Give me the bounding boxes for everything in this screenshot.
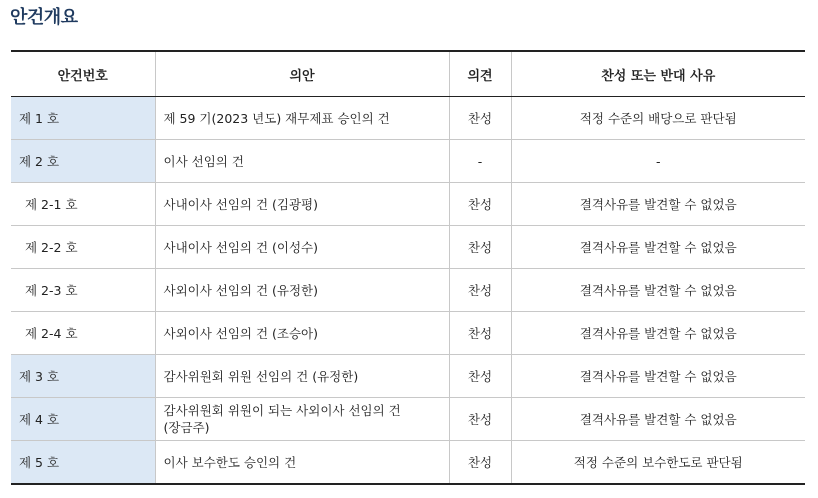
agenda-number: 제 2-1 호 xyxy=(11,183,155,226)
agenda-name: 사외이사 선임의 건 (조승아) xyxy=(155,312,449,355)
section-title: 안건개요 xyxy=(10,7,78,28)
agenda-name: 이사 선임의 건 xyxy=(155,140,449,183)
agenda-number: 제 2 호 xyxy=(11,140,155,183)
agenda-name: 감사위원회 위원이 되는 사외이사 선임의 건 (장금주) xyxy=(155,398,449,441)
table-row xyxy=(11,355,805,398)
agenda-reason: 적정 수준의 보수한도로 판단됨 xyxy=(511,441,805,485)
table-row xyxy=(11,226,805,269)
agenda-reason: 결격사유를 발견할 수 없었음 xyxy=(511,226,805,269)
agenda-opinion: 찬성 xyxy=(449,97,511,140)
agenda-opinion: - xyxy=(449,140,511,183)
agenda-number: 제 3 호 xyxy=(11,355,155,398)
agenda-number: 제 1 호 xyxy=(11,97,155,140)
header-agenda: 의안 xyxy=(155,51,449,97)
agenda-opinion: 찬성 xyxy=(449,312,511,355)
agenda-opinion: 찬성 xyxy=(449,398,511,441)
table-header xyxy=(11,51,805,97)
table-row xyxy=(11,97,805,140)
agenda-number: 제 2-3 호 xyxy=(11,269,155,312)
agenda-reason: 결격사유를 발견할 수 없었음 xyxy=(511,355,805,398)
agenda-opinion: 찬성 xyxy=(449,441,511,485)
table-row xyxy=(11,269,805,312)
table-row xyxy=(11,441,805,485)
agenda-number: 제 5 호 xyxy=(11,441,155,485)
table-body xyxy=(11,97,805,485)
agenda-reason: 결격사유를 발견할 수 없었음 xyxy=(511,398,805,441)
table-row xyxy=(11,183,805,226)
table-row xyxy=(11,312,805,355)
agenda-opinion: 찬성 xyxy=(449,183,511,226)
agenda-number: 제 2-4 호 xyxy=(11,312,155,355)
agenda-number: 제 4 호 xyxy=(11,398,155,441)
table-row xyxy=(11,140,805,183)
agenda-name: 제 59 기(2023 년도) 재무제표 승인의 건 xyxy=(155,97,449,140)
agenda-reason: - xyxy=(511,140,805,183)
agenda-name: 감사위원회 위원 선임의 건 (유정한) xyxy=(155,355,449,398)
agenda-reason: 결격사유를 발견할 수 없었음 xyxy=(511,183,805,226)
agenda-name: 사내이사 선임의 건 (이성수) xyxy=(155,226,449,269)
agenda-reason: 결격사유를 발견할 수 없었음 xyxy=(511,269,805,312)
header-reason: 찬성 또는 반대 사유 xyxy=(511,51,805,97)
agenda-opinion: 찬성 xyxy=(449,226,511,269)
agenda-table xyxy=(11,50,805,485)
agenda-opinion: 찬성 xyxy=(449,269,511,312)
table-row xyxy=(11,398,805,441)
agenda-name: 이사 보수한도 승인의 건 xyxy=(155,441,449,485)
agenda-name: 사외이사 선임의 건 (유정한) xyxy=(155,269,449,312)
agenda-name: 사내이사 선임의 건 (김광평) xyxy=(155,183,449,226)
header-opinion: 의견 xyxy=(449,51,511,97)
agenda-number: 제 2-2 호 xyxy=(11,226,155,269)
agenda-reason: 적정 수준의 배당으로 판단됨 xyxy=(511,97,805,140)
header-number: 안건번호 xyxy=(11,51,155,97)
header-row xyxy=(11,51,805,97)
agenda-opinion: 찬성 xyxy=(449,355,511,398)
agenda-reason: 결격사유를 발견할 수 없었음 xyxy=(511,312,805,355)
